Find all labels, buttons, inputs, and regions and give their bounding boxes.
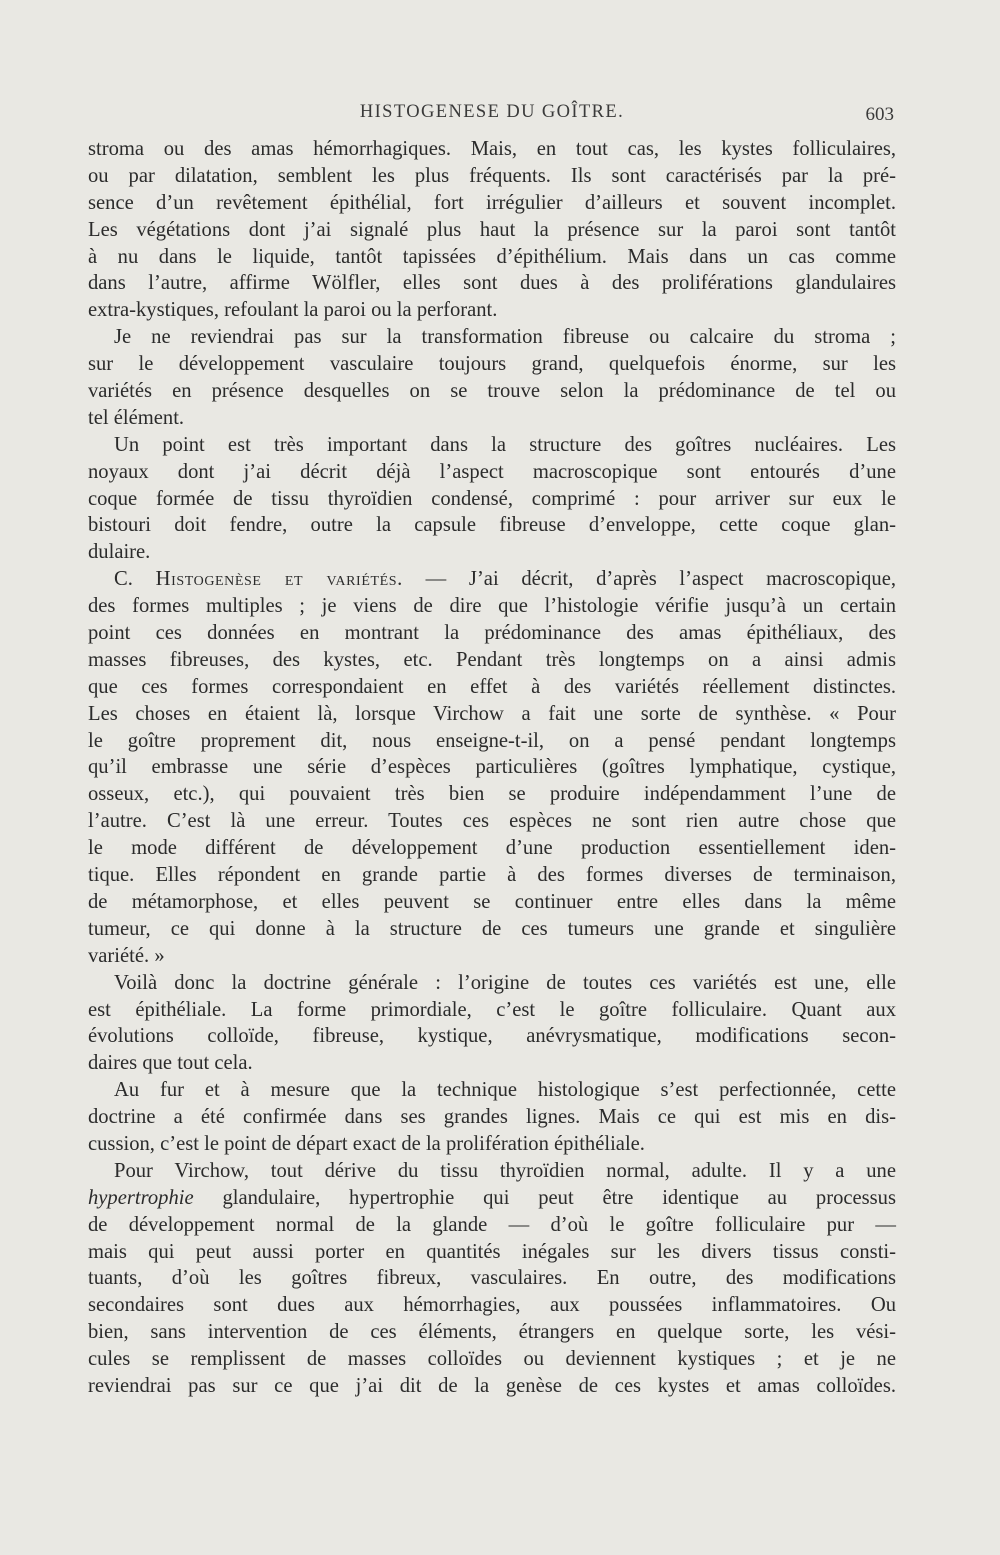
paragraph-start-line: [88, 1077, 896, 1104]
text-line: [88, 1239, 896, 1266]
line-text: tuants, d’où les goîtres fibreux, vasculaires. En outre, des modifications: [88, 1267, 896, 1290]
text-line: [88, 701, 896, 728]
line-text: Pour Virchow, tout dérive du tissu thyroïdien normal, adulte. Il y a une: [114, 1159, 896, 1182]
text-line: [88, 459, 896, 486]
text-line: [88, 539, 896, 566]
line-text: de développement normal de la glande — d’où le goître folliculaire pur —: [88, 1213, 896, 1236]
text-line: [88, 378, 896, 405]
body-text: [88, 136, 896, 1400]
text-line: [88, 1319, 896, 1346]
text-line: [88, 835, 896, 862]
text-line: [88, 647, 896, 674]
text-line: [88, 781, 896, 808]
text-line: [88, 1023, 896, 1050]
line-text: Les choses en étaient là, lorsque Virchow a fait une sorte de synthèse. « Pour: [88, 702, 896, 725]
line-text: Au fur et à mesure que la technique histologique s’est perfectionnée, cette: [114, 1079, 896, 1102]
page-number: 603: [865, 104, 894, 125]
line-text: reviendrai pas sur ce que j’ai dit de la genèse de ces kystes et amas colloïdes.: [88, 1374, 896, 1397]
text-line: [88, 486, 896, 513]
line-text: doctrine a été confirmée dans ses grandes lignes. Mais ce qui est mis en dis-: [88, 1106, 896, 1129]
paragraph-start-line: [88, 432, 896, 459]
paragraph-start-line: [88, 324, 896, 351]
paragraph-start-line: [88, 1158, 896, 1185]
text-line: [88, 916, 896, 943]
text-line: [88, 1292, 896, 1319]
text-line: [88, 728, 896, 755]
text-line: [88, 405, 896, 432]
line-text: dans l’autre, affirme Wölfler, elles sont dues à des proliférations glandulaires: [88, 272, 896, 295]
text-line: [88, 190, 896, 217]
text-line: [88, 862, 896, 889]
text-line: [88, 1104, 896, 1131]
text-line: [88, 808, 896, 835]
line-text: cussion, c’est le point de départ exact de la prolifération épithéliale.: [88, 1132, 645, 1155]
line-text: qu’il embrasse une série d’espèces particulières (goîtres lymphatique, cystique,: [88, 756, 896, 779]
line-text: dulaire.: [88, 541, 151, 564]
text-line: [88, 136, 896, 163]
line-text: extra-kystiques, refoulant la paroi ou la perforant.: [88, 299, 498, 322]
line-text: variétés en présence desquelles on se trouve selon la prédominance de tel ou: [88, 380, 896, 403]
line-text: sence d’un revêtement épithélial, fort irrégulier d’ailleurs et souvent incomplet.: [88, 191, 896, 214]
line-text: tumeur, ce qui donne à la structure de ces tumeurs une grande et singulière: [88, 917, 896, 940]
line-text: variété. »: [88, 944, 165, 967]
line-text: daires que tout cela.: [88, 1052, 253, 1075]
line-text: sur le développement vasculaire toujours grand, quelquefois énorme, sur les: [88, 353, 896, 376]
text-line: [88, 217, 896, 244]
line-text: noyaux dont j’ai décrit déjà l’aspect macroscopique sont entourés d’une: [88, 460, 896, 483]
text-line: [88, 889, 896, 916]
line-text: Voilà donc la doctrine générale : l’origine de toutes ces variétés est une, elle: [114, 971, 896, 994]
line-text: tel élément.: [88, 406, 185, 429]
line-text: — J’ai décrit, d’après l’aspect macroscopique,: [402, 568, 896, 591]
text-line: [88, 620, 896, 647]
text-line: [88, 943, 896, 970]
section-heading-line: [88, 566, 896, 593]
text-line: [88, 1373, 896, 1400]
text-line: [88, 351, 896, 378]
text-line: [88, 997, 896, 1024]
text-line: [88, 1131, 896, 1158]
line-text: le goître proprement dit, nous enseigne-t-il, on a pensé pendant longtemps: [88, 729, 896, 752]
running-title: HISTOGENESE DU GOÎTRE.: [359, 102, 625, 122]
section-title: Histogenèse et variétés.: [155, 568, 403, 591]
text-line: [88, 297, 896, 324]
text-line: [88, 270, 896, 297]
line-text: secondaires sont dues aux hémorrhagies, aux poussées inflammatoires. Ou: [88, 1294, 896, 1317]
line-text: que ces formes correspondaient en effet à des variétés réellement distinctes.: [88, 675, 896, 698]
text-line: [88, 512, 896, 539]
line-text: Je ne reviendrai pas sur la transformation fibreuse ou calcaire du stroma ;: [114, 326, 896, 349]
text-line: [88, 1346, 896, 1373]
line-text: glandulaire, hypertrophie qui peut être identique au processus: [193, 1186, 896, 1209]
text-line: [88, 1050, 896, 1077]
line-text: à nu dans le liquide, tantôt tapissées d’épithélium. Mais dans un cas comme: [88, 245, 896, 268]
line-text: cules se remplissent de masses colloïdes ou deviennent kystiques ; et je ne: [88, 1348, 896, 1371]
text-line: [88, 163, 896, 190]
section-letter: C.: [114, 568, 156, 591]
line-text: est épithéliale. La forme primordiale, c’est le goître folliculaire. Quant aux: [88, 998, 896, 1021]
line-text: point ces données en montrant la prédominance des amas épithéliaux, des: [88, 622, 896, 645]
line-text: bistouri doit fendre, outre la capsule fibreuse d’enveloppe, cette coque glan-: [88, 514, 896, 537]
line-text: stroma ou des amas hémorrhagiques. Mais, en tout cas, les kystes folliculaires,: [88, 138, 896, 160]
line-text: le mode différent de développement d’une production essentiellement iden-: [88, 837, 896, 860]
line-text: tique. Elles répondent en grande partie à des formes diverses de terminaison,: [88, 864, 896, 887]
running-head: [88, 102, 896, 128]
line-text: des formes multiples ; je viens de dire que l’histologie vérifie jusqu’à un certain: [88, 595, 896, 618]
text-line: [88, 1185, 896, 1212]
line-text: masses fibreuses, des kystes, etc. Pendant très longtemps on a ainsi admis: [88, 648, 896, 671]
line-text: de métamorphose, et elles peuvent se continuer entre elles dans la même: [88, 890, 896, 913]
text-line: [88, 1212, 896, 1239]
text-line: [88, 1265, 896, 1292]
text-line: [88, 754, 896, 781]
line-text: osseux, etc.), qui pouvaient très bien se produire indépendamment l’une de: [88, 783, 896, 806]
line-text: évolutions colloïde, fibreuse, kystique, anévrysmatique, modifications secon-: [88, 1025, 896, 1048]
line-text: coque formée de tissu thyroïdien condensé, comprimé : pour arriver sur eux le: [88, 487, 896, 510]
line-text: l’autre. C’est là une erreur. Toutes ces espèces ne sont rien autre chose que: [88, 810, 896, 833]
paragraph-start-line: [88, 970, 896, 997]
text-line: [88, 674, 896, 701]
italic-term: hypertrophie: [88, 1186, 194, 1209]
line-text: ou par dilatation, semblent les plus fréquents. Ils sont caractérisés par la pré-: [88, 164, 896, 187]
line-text: Les végétations dont j’ai signalé plus haut la présence sur la paroi sont tantôt: [88, 218, 896, 241]
line-text: Un point est très important dans la structure des goîtres nucléaires. Les: [114, 433, 896, 456]
line-text: mais qui peut aussi porter en quantités inégales sur les divers tissus consti-: [88, 1240, 896, 1263]
text-line: [88, 244, 896, 271]
text-line: [88, 593, 896, 620]
line-text: bien, sans intervention de ces éléments, étrangers en quelque sorte, les vési-: [88, 1321, 896, 1344]
